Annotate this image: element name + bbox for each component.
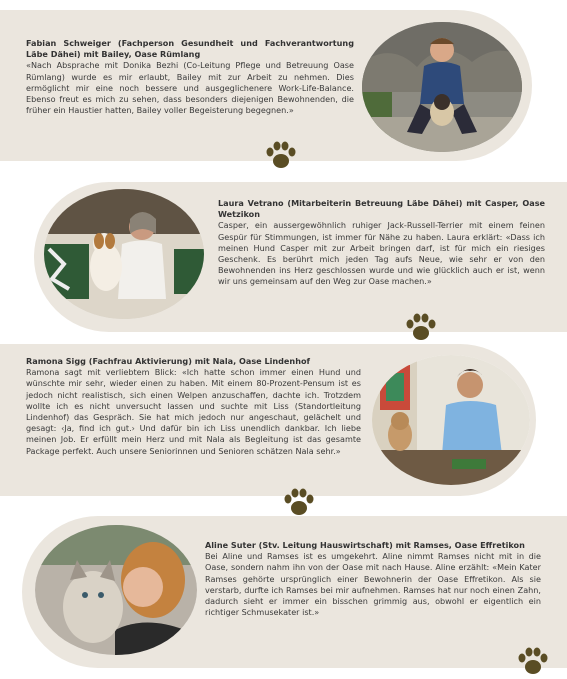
photo-woman-with-terrier: [44, 189, 204, 319]
photo-man-with-pug: [362, 22, 522, 152]
paw-print-icon: [282, 487, 316, 517]
paw-print-icon: [404, 312, 438, 342]
profile-text-aline: [205, 540, 541, 618]
photo-woman-with-dog-at-table: [372, 355, 530, 485]
profile-body: «Nach Absprache mit Donika Bezhi (Co-Leitung Pflege und Betreuung Oase Rümlang) wurde es mir erlaubt, Bailey mit zur Arbeit zu nehmen. Dies ermöglicht mir eine noch bessere und ausgeglichenere Work-Life-Balance. Ebenso freut es mich zu sehen, dass besonders diejenigen Bewohnenden, die früher ein Haustier hatten, Bailey voller Begeisterung begegnen.»: [26, 60, 354, 116]
profile-heading: Aline Suter (Stv. Leitung Hauswirtschaft) mit Ramses, Oase Effretikon: [205, 540, 525, 550]
profile-heading: Laura Vetrano (Mitarbeiterin Betreuung Läbe Dähei) mit Casper, Oase Wetzikon: [218, 198, 545, 220]
profile-heading: Ramona Sigg (Fachfrau Aktivierung) mit Nala, Oase Lindenhof: [26, 356, 311, 366]
profile-body: Ramona sagt mit verliebtem Blick: «Ich hatte schon immer einen Hund und wünschte mir sehr, wieder einen zu haben. Mit einem 80-Prozent-Pensum ist es jedoch nicht realistisch, sich einen Welpen anzuschaffen, dachte ich. Trotzdem wollte ich es nicht unversucht lassen und suchte mit Liss (Standortleitung Lindenhof) das Gespräch. Sie hat mich jedoch nur angeschaut, gelächelt und gesagt: ‹Ja, find ich gut.› Und dafür bin ich Liss unendlich dankbar. Ich liebe meinen Job. Er erfüllt mein Herz und mit Nala als Begleitung ist das gesamte Package perfekt. Auch unsere Seniorinnen und Senioren schätzen Nala sehr.»: [26, 367, 361, 456]
profile-text-ramona: [26, 356, 361, 457]
profile-body: Casper, ein aussergewöhnlich ruhiger Jack-Russell-Terrier mit einem feinen Gespür für Stimmungen, ist immer für Nähe zu haben. Laura erklärt: «Dass ich meinen Hund Casper mit zur Arbeit bringen darf, ist für mich ein riesiges Geschenk. Es berührt mich jeden Tag aufs Neue, wie sehr er von den Bewohnenden ins Herz geschlossen wurde und wie glücklich auch er ist, wenn wir uns gemeinsam auf den Weg zur Oase machen.»: [218, 220, 545, 287]
profile-text-laura: [218, 198, 545, 288]
paw-print-icon: [516, 646, 550, 676]
paw-print-icon: [264, 140, 298, 170]
photo-woman-with-cat: [35, 525, 197, 655]
profile-body: Bei Aline und Ramses ist es umgekehrt. Aline nimmt Ramses nicht mit in die Oase, sondern nahm ihn von der Oase mit nach Hause. Aline erzählt: «Mein Kater Ramses gehörte ursprünglich einer Bewohnerin der Oase Effretikon. Als sie verstarb, durfte ich Ramses bei mir aufnehmen. Ramses hat nur noch einen Zahn, dadurch sieht er immer ein bisschen grimmig aus, obwohl er eigentlich ein richtiger Schmusekater ist.»: [205, 551, 541, 618]
profile-heading: Fabian Schweiger (Fachperson Gesundheit und Fachverantwortung Läbe Dähei) mit Bailey, Oase Rümlang: [26, 38, 354, 60]
profile-text-fabian: [26, 38, 354, 116]
